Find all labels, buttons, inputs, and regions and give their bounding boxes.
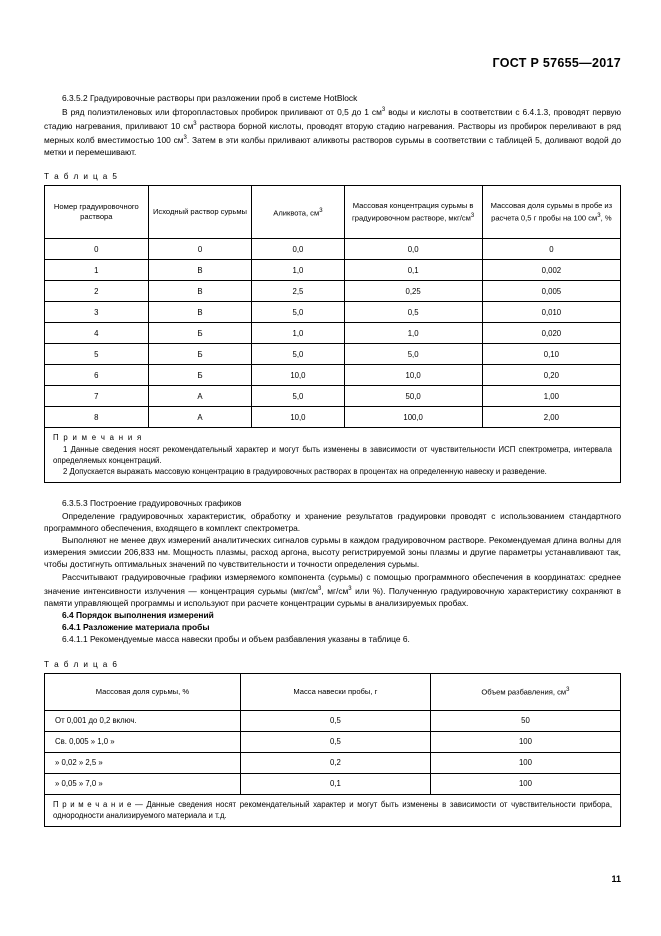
cell: 1,0: [252, 323, 344, 344]
cell: 5,0: [344, 344, 482, 365]
table-row: [45, 239, 621, 260]
cell: 5,0: [252, 344, 344, 365]
table-6-body: [45, 710, 621, 826]
cell: 0,5: [240, 710, 430, 731]
table-row: [45, 260, 621, 281]
cell: 1: [45, 260, 149, 281]
paragraph-graph-calculation: Рассчитывают градуировочные графики измеряемого компонента (сурьмы) с помощью программного обеспечения в координатах: среднее значение интенсивности излучения — концентрация сурьмы ($мкг/см^3$, $мг/см^3$ или %). Полученную градуировочную характеристику сохраняют в памяти управляющей программы и используют при расчете концентрации сурьмы в анализируемых пробах.: [44, 571, 621, 608]
table-row: [45, 710, 621, 731]
table-row: [45, 302, 621, 323]
cell: 0,002: [482, 260, 620, 281]
cell: 5,0: [252, 386, 344, 407]
table-6-col-1: Масса навески пробы, г: [240, 673, 430, 710]
table-5-col-0: Номер градуировочного раствора: [45, 186, 149, 239]
table-row: [45, 323, 621, 344]
cell: 100: [430, 731, 620, 752]
cell: Б: [148, 344, 252, 365]
cell: В: [148, 302, 252, 323]
table-row: [45, 386, 621, 407]
table-5-col-1: Исходный раствор сурьмы: [148, 186, 252, 239]
cell: 10,0: [252, 365, 344, 386]
table-header-row: [45, 186, 621, 239]
cell: 0,0: [252, 239, 344, 260]
cell: 0,20: [482, 365, 620, 386]
cell: 0: [45, 239, 149, 260]
table-5-caption: Т а б л и ц а 5: [44, 172, 119, 182]
cell: 0,005: [482, 281, 620, 302]
cell: 1,0: [252, 260, 344, 281]
cell: 100: [430, 773, 620, 794]
cell: 0,0: [344, 239, 482, 260]
note-item: 1 Данные сведения носят рекомендательный характер и могут быть изменены в зависимости от чувствительности ИСП спектрометра, интервала определяемых концентраций.: [53, 445, 612, 466]
cell: 0,020: [482, 323, 620, 344]
cell: 3: [45, 302, 149, 323]
cell: Б: [148, 323, 252, 344]
table-row: [45, 773, 621, 794]
table-6-caption: Т а б л и ц а 6: [44, 659, 119, 669]
cell: 0,2: [240, 752, 430, 773]
cell: В: [148, 281, 252, 302]
notes-title: П р и м е ч а н и я: [53, 433, 143, 443]
table-5-col-4: Массовая доля сурьмы в пробе из расчета 0,5 г пробы на 100 $см^3$, %: [482, 186, 620, 239]
cell: От 0,001 до 0,2 включ.: [45, 710, 241, 731]
table-row: [45, 365, 621, 386]
cell: 0: [148, 239, 252, 260]
cell: 7: [45, 386, 149, 407]
cell: 1,00: [482, 386, 620, 407]
cell: 5: [45, 344, 149, 365]
cell: 100,0: [344, 407, 482, 428]
cell: 0: [482, 239, 620, 260]
cell: 6: [45, 365, 149, 386]
table-row: [45, 344, 621, 365]
cell: 0,5: [240, 731, 430, 752]
table-notes-row: [45, 794, 621, 826]
table-5-header: [45, 186, 621, 239]
cell: 50: [430, 710, 620, 731]
page-header: ГОСТ Р 57655—2017: [492, 56, 621, 70]
table-5-col-3: Массовая концентрация сурьмы в градуировочном растворе, мкг/$см^3$: [344, 186, 482, 239]
cell: Б: [148, 365, 252, 386]
table-5-notes: [45, 428, 621, 483]
table-notes-row: [45, 428, 621, 483]
cell: 2: [45, 281, 149, 302]
table-5-body: [45, 239, 621, 483]
cell: » 0,02 » 2,5 »: [45, 752, 241, 773]
cell: Св. 0,005 » 1,0 »: [45, 731, 241, 752]
table-6: [44, 673, 621, 827]
table-5: [44, 185, 621, 483]
table-6-note: П р и м е ч а н и е — Данные сведения носят рекомендательный характер и могут быть изменены в зависимости от чувствительности прибора, однородности анализируемого материала и т.д.: [45, 794, 621, 826]
cell: 100: [430, 752, 620, 773]
cell: 0,1: [344, 260, 482, 281]
table-row: [45, 731, 621, 752]
table-row: [45, 407, 621, 428]
clause-6-4-1-1: 6.4.1.1 Рекомендуемые масса навески пробы и объем разбавления указаны в таблице 6.: [62, 634, 410, 645]
cell: 8: [45, 407, 149, 428]
clause-6-3-5-3: 6.3.5.3 Построение градуировочных графиков: [62, 498, 242, 509]
paragraph-measurements: Выполняют не менее двух измерений аналитических сигналов сурьмы в каждом градуировочном растворе. Рекомендуемая длина волны для измерения эмиссии 206,833 нм. Мощность плазмы, расход аргона, высоту регистрируемой зоны плазмы и другие параметры устанавливают так, чтобы достигнуть оптимальных значений по чувствительности и точности определения сурьмы.: [44, 535, 621, 570]
cell: 2,5: [252, 281, 344, 302]
clause-6-3-5-2: 6.3.5.2 Градуировочные растворы при разложении проб в системе HotBlock: [62, 93, 358, 103]
cell: » 0,05 » 7,0 »: [45, 773, 241, 794]
cell: 10,0: [252, 407, 344, 428]
cell: 50,0: [344, 386, 482, 407]
table-6-col-2: Объем разбавления, $см^3$: [430, 673, 620, 710]
section-6-4-1: 6.4.1 Разложение материала пробы: [62, 622, 210, 633]
cell: 10,0: [344, 365, 482, 386]
cell: 0,10: [482, 344, 620, 365]
note-item: 2 Допускается выражать массовую концентрацию в градуировочных растворах в процентах на определенную навеску и разведение.: [63, 467, 547, 477]
table-row: [45, 752, 621, 773]
cell: 4: [45, 323, 149, 344]
section-6-4: 6.4 Порядок выполнения измерений: [62, 610, 214, 621]
table-5-col-2: Аликвота, $см^3$: [252, 186, 344, 239]
paragraph-calibration-software: Определение градуировочных характеристик, обработку и хранение результатов градуировки проводят с использованием стандартного программного обеспечения, входящего в комплект спектрометра.: [44, 510, 621, 533]
paragraph-hotblock: В ряд полиэтиленовых или фторопластовых пробирок приливают от 0,5 до 1 $см^3$ воды и кислоты в соответствии с 6.4.1.3, проводят первую стадию нагревания, приливают 10 $см^3$ раствора борной кислоты, проводят вторую стадию нагревания. Растворы из пробирок переливают в ряд мерных колб вместимостью 100 $см^3$. Затем в эти колбы приливают аликвоты растворов сурьмы в соответствии с таблицей 5, доливают водой до метки и перемешивают.: [44, 107, 621, 158]
cell: 5,0: [252, 302, 344, 323]
table-row: [45, 281, 621, 302]
cell: 0,25: [344, 281, 482, 302]
cell: А: [148, 407, 252, 428]
page-number: 11: [611, 874, 621, 884]
table-header-row: [45, 673, 621, 710]
cell: В: [148, 260, 252, 281]
cell: 0,1: [240, 773, 430, 794]
cell: 0,5: [344, 302, 482, 323]
table-6-header: [45, 673, 621, 710]
cell: 2,00: [482, 407, 620, 428]
cell: 0,010: [482, 302, 620, 323]
cell: А: [148, 386, 252, 407]
cell: 1,0: [344, 323, 482, 344]
table-6-col-0: Массовая доля сурьмы, %: [45, 673, 241, 710]
